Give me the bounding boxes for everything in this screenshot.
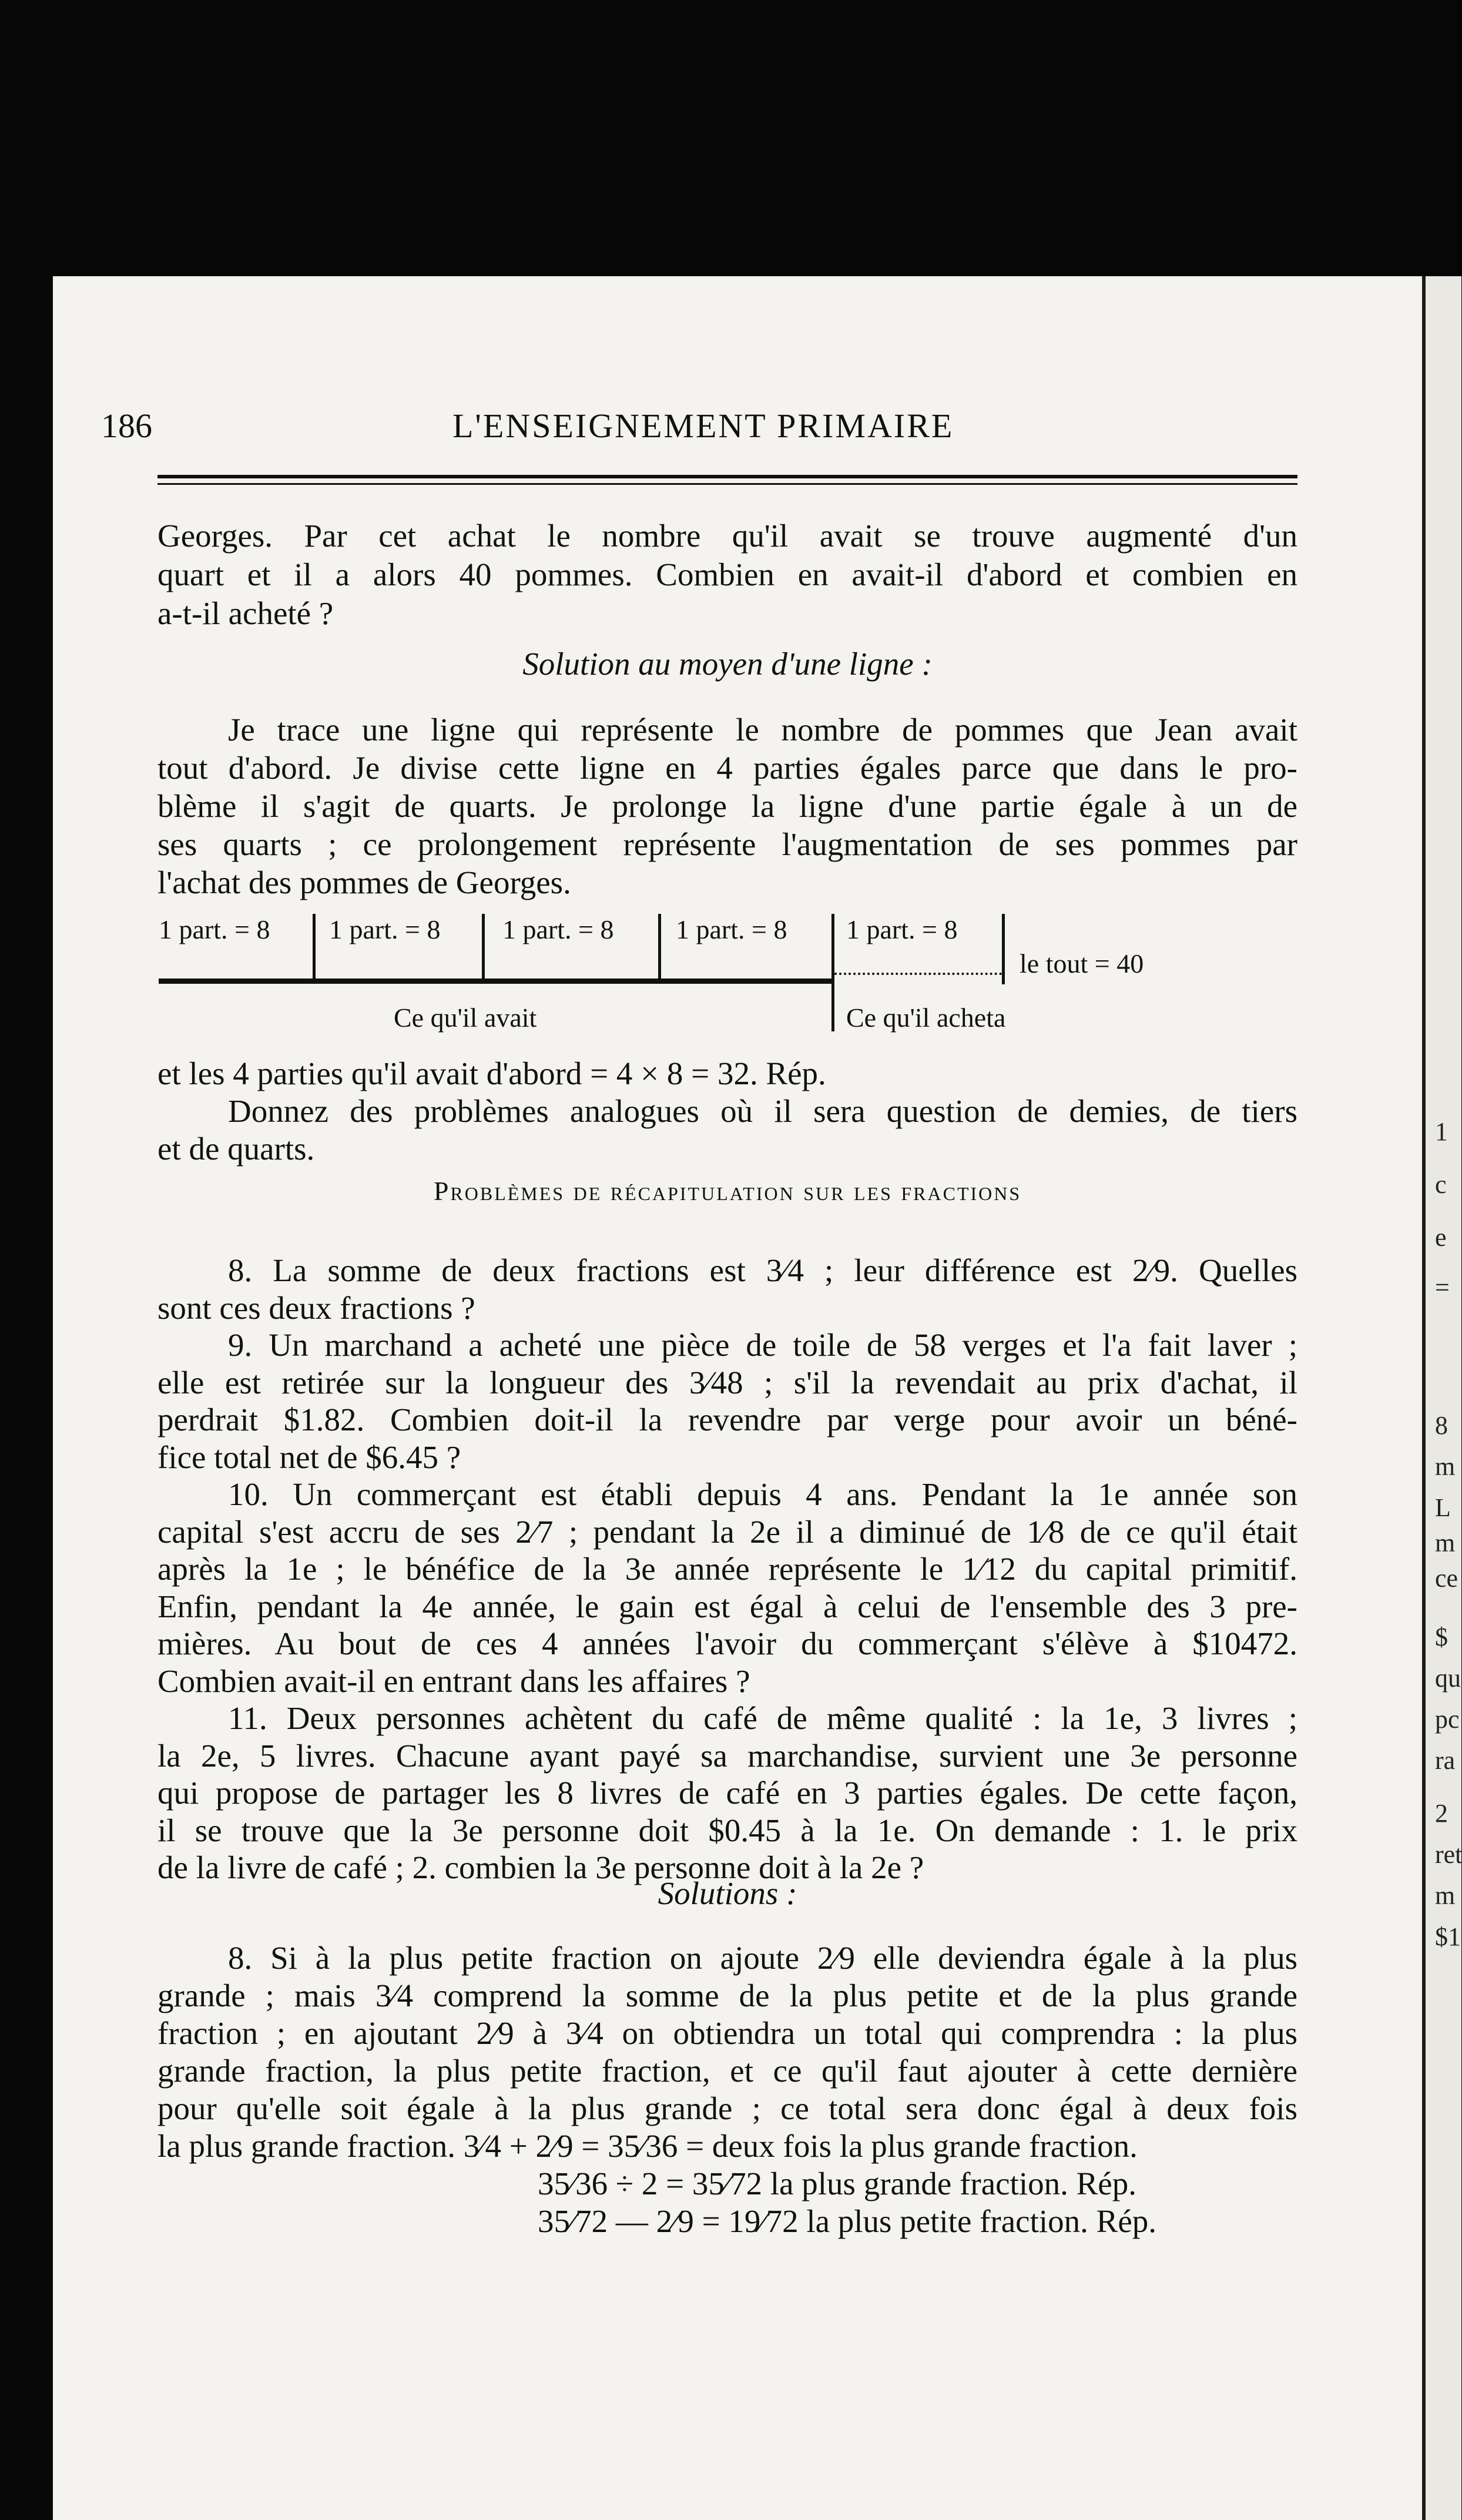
- edge-fragment: qu: [1435, 1664, 1461, 1693]
- text-line: 11. Deux personnes achètent du café de même qualité : la 1e, 3 livres ;: [228, 1700, 1297, 1736]
- edge-fragment: ce: [1435, 1564, 1458, 1593]
- edge-fragment: 8: [1435, 1411, 1448, 1440]
- text-line: capital s'est accru de ses 2⁄7 ; pendant la 2e il a diminué de 1⁄8 de ce qu'il était: [157, 1513, 1297, 1550]
- edge-fragment: pc: [1435, 1705, 1460, 1734]
- page-number: 186: [101, 407, 152, 445]
- scan-top-border: [0, 0, 1458, 276]
- text-line: et de quarts.: [157, 1131, 315, 1167]
- header-rule-thick: [157, 475, 1297, 478]
- solutions-title: Solutions :: [658, 1875, 797, 1911]
- original-line: [159, 978, 831, 984]
- edge-fragment: m: [1435, 1529, 1456, 1557]
- total-label: le tout = 40: [1020, 949, 1144, 978]
- line-diagram: [159, 914, 1275, 1049]
- edge-fragment: c: [1435, 1170, 1447, 1199]
- solution-line-title: Solution au moyen d'une ligne :: [522, 646, 933, 682]
- segment-label: 1 part. = 8: [676, 914, 787, 944]
- text-line: 8. La somme de deux fractions est 3⁄4 ; leur différence est 2⁄9. Quelles: [228, 1252, 1297, 1288]
- text-line: qui propose de partager les 8 livres de café en 3 parties égales. De cette façon,: [157, 1775, 1297, 1811]
- text-line: Georges. Par cet achat le nombre qu'il avait se trouve augmenté d'un: [157, 518, 1297, 554]
- text-line: il se trouve que la 3e personne doit $0.45 à la 1e. On demande : 1. le prix: [157, 1812, 1297, 1848]
- edge-fragment: $: [1435, 1623, 1448, 1651]
- calc-line: 35⁄36 ÷ 2 = 35⁄72 la plus grande fraction. Rép.: [538, 2166, 1136, 2201]
- section-title: Problèmes de récapitulation sur les fractions: [433, 1176, 1022, 1206]
- segment-label: 1 part. = 8: [159, 914, 270, 944]
- text-line: l'achat des pommes de Georges.: [157, 864, 571, 900]
- text-line: 9. Un marchand a acheté une pièce de toile de 58 verges et l'a fait laver ;: [228, 1327, 1297, 1363]
- segment-label: 1 part. = 8: [846, 914, 958, 944]
- edge-fragment: m: [1435, 1881, 1456, 1910]
- calc-line: 35⁄72 — 2⁄9 = 19⁄72 la plus petite fraction. Rép.: [538, 2203, 1156, 2239]
- edge-fragment: 2: [1435, 1799, 1448, 1828]
- text-line: fraction ; en ajoutant 2⁄9 à 3⁄4 on obtiendra un total qui comprendra : la plus: [157, 2015, 1297, 2051]
- text-line: Enfin, pendant la 4e année, le gain est égal à celui de l'ensemble des 3 pre-: [157, 1588, 1297, 1624]
- segment-label: 1 part. = 8: [329, 914, 441, 944]
- text-line: et les 4 parties qu'il avait d'abord = 4 × 8 = 32. Rép.: [157, 1055, 826, 1091]
- text-line: elle est retirée sur la longueur des 3⁄48 ; s'il la revendait au prix d'achat, il: [157, 1364, 1297, 1400]
- segment-divider: [658, 914, 661, 981]
- text-line: la plus grande fraction. 3⁄4 + 2⁄9 = 35⁄36 = deux fois la plus grande fraction.: [157, 2128, 1138, 2164]
- text-line: de la livre de café ; 2. combien la 3e personne doit à la 2e ?: [157, 1849, 924, 1885]
- running-title: L'ENSEIGNEMENT PRIMAIRE: [452, 407, 954, 445]
- text-line: perdrait $1.82. Combien doit-il la revendre par verge pour avoir un béné-: [157, 1402, 1297, 1437]
- text-line: Donnez des problèmes analogues où il sera question de demies, de tiers: [228, 1093, 1297, 1129]
- text-line: blème il s'agit de quarts. Je prolonge la ligne d'une partie égale à un de: [157, 788, 1297, 824]
- header-rule-thin: [157, 483, 1297, 485]
- segment-divider: [1002, 914, 1005, 984]
- text-line: pour qu'elle soit égale à la plus grande ; ce total sera donc égal à deux fois: [157, 2090, 1297, 2126]
- text-line: Je trace une ligne qui représente le nombre de pommes que Jean avait: [228, 712, 1297, 748]
- segment-divider: [313, 914, 316, 981]
- text-line: après la 1e ; le bénéfice de la 3e année représente le 1⁄12 du capital primitif.: [157, 1551, 1297, 1587]
- text-line: la 2e, 5 livres. Chacune ayant payé sa marchandise, survient une 3e personne: [157, 1737, 1297, 1774]
- segment-divider: [482, 914, 485, 981]
- edge-fragment: $1: [1435, 1922, 1461, 1951]
- text-line: fice total net de $6.45 ?: [157, 1439, 461, 1475]
- edge-fragment: ret: [1435, 1840, 1462, 1869]
- text-line: ses quarts ; ce prolongement représente l'augmentation de ses pommes par: [157, 826, 1297, 862]
- text-line: mières. Au bout de ces 4 années l'avoir du commerçant s'élève à $10472.: [157, 1626, 1297, 1661]
- edge-fragment: 1: [1435, 1117, 1448, 1146]
- text-line: Combien avait-il en entrant dans les affaires ?: [157, 1663, 750, 1699]
- right-caption: Ce qu'il acheta: [846, 1003, 1006, 1033]
- text-line: 8. Si à la plus petite fraction on ajoute 2⁄9 elle deviendra égale à la plus: [228, 1940, 1297, 1976]
- text-line: a-t-il acheté ?: [157, 595, 334, 631]
- scan-left-border: [0, 0, 53, 2520]
- edge-fragment: L: [1435, 1493, 1451, 1522]
- edge-fragment: ra: [1435, 1746, 1456, 1775]
- text-line: grande fraction, la plus petite fraction, et ce qu'il faut ajouter à cette dernière: [157, 2053, 1297, 2089]
- edge-fragment: m: [1435, 1452, 1456, 1481]
- left-caption: Ce qu'il avait: [394, 1003, 537, 1033]
- edge-fragment: e: [1435, 1223, 1447, 1252]
- extension-line: [834, 973, 1002, 975]
- segment-label: 1 part. = 8: [502, 914, 614, 944]
- text-line: quart et il a alors 40 pommes. Combien en avait-il d'abord et combien en: [157, 557, 1297, 592]
- text-line: 10. Un commerçant est établi depuis 4 ans. Pendant la 1e année son: [228, 1476, 1297, 1512]
- text-line: grande ; mais 3⁄4 comprend la somme de la plus petite et de la plus grande: [157, 1978, 1297, 2013]
- text-line: tout d'abord. Je divise cette ligne en 4 parties égales parce que dans le pro-: [157, 750, 1297, 786]
- edge-fragment: =: [1435, 1273, 1450, 1302]
- text-line: sont ces deux fractions ?: [157, 1289, 475, 1326]
- adjacent-page-edge: [1422, 276, 1461, 2520]
